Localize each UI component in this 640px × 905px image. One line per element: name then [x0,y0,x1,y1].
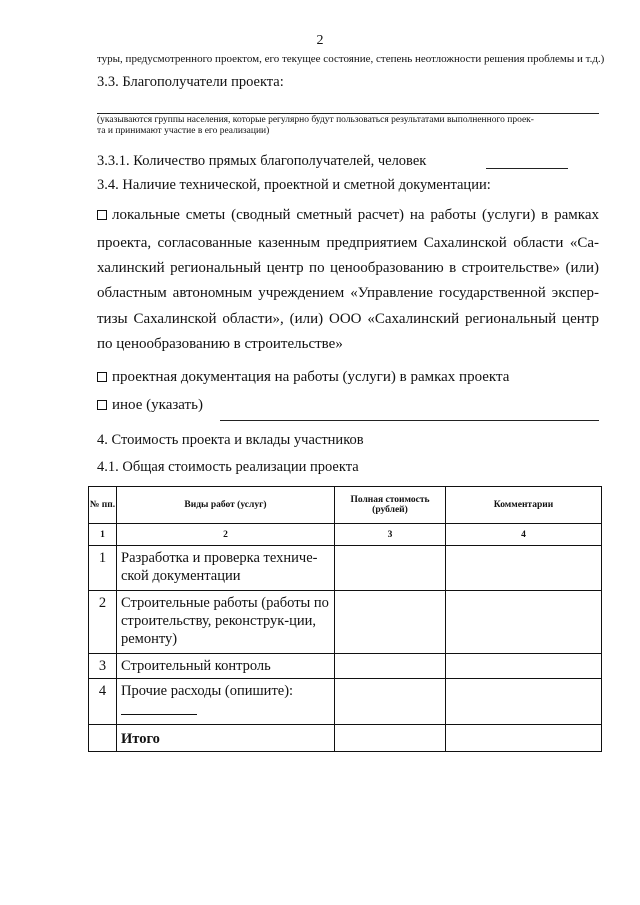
row-cost-cell[interactable] [335,546,446,591]
row-cost-cell[interactable] [335,591,446,654]
row-work: Строительный контроль [117,654,335,679]
col-index: 4 [446,524,602,546]
project-docs-label: проектная документация на работы (услуги) в рамках проекта [112,369,510,385]
header-num: № пп. [89,487,117,524]
option-project-docs [97,369,509,386]
section-4-heading: 4. Стоимость проекта и вклады участников [97,432,364,448]
option-other [97,397,203,414]
col-index: 2 [117,524,335,546]
row-num: 4 [89,679,117,725]
section-4-1-heading: 4.1. Общая стоимость реализации проекта [97,459,359,475]
row-work: Прочие расходы (опишите): [121,683,294,699]
section-3-3-1-label: 3.3.1. Количество прямых благополучателей, человек [97,153,427,169]
total-num-cell [89,725,117,752]
header-cost: Полная стоимость (рублей) [335,487,446,524]
row-cost-cell[interactable] [335,654,446,679]
intro-continuation-text: туры, предусмотренного проектом, его текущее состояние, степень неотложности решения проблемы и т.д.) [97,53,605,65]
col-index: 1 [89,524,117,546]
other-expenses-blank[interactable] [121,704,197,715]
row-comments-cell[interactable] [446,654,602,679]
other-checkbox[interactable] [97,400,107,410]
row-comments-cell[interactable] [446,591,602,654]
table-row [89,546,602,591]
total-label: Итого [117,725,335,752]
header-work: Виды работ (услуг) [117,487,335,524]
project-docs-checkbox[interactable] [97,372,107,382]
col-index: 3 [335,524,446,546]
cost-table [88,486,602,752]
estimates-line-3: халинский региональный центр по ценообразованию в строительстве» (или) [97,260,599,276]
option-estimates [97,207,599,224]
row-work: Разработка и проверка техниче-ской документации [117,546,335,591]
section-3-3-heading: 3.3. Благополучатели проекта: [97,74,284,90]
estimates-line-1: локальные сметы (сводный сметный расчет) на работы (услуги) в рамках [112,207,599,223]
estimates-checkbox[interactable] [97,210,107,220]
estimates-line-2: проекта, согласованные казенным предприятием Сахалинской области «Са- [97,235,599,251]
page-number: 2 [316,33,324,48]
beneficiaries-input-line[interactable] [97,113,599,114]
estimates-line-6: по ценообразованию в строительстве» [97,336,343,352]
table-row [89,654,602,679]
total-cost-cell[interactable] [335,725,446,752]
total-comments-cell[interactable] [446,725,602,752]
estimates-line-4: областным автономным учреждением «Управление государственной экспер- [97,285,599,301]
row-comments-cell[interactable] [446,546,602,591]
total-row [89,725,602,752]
table-row [89,679,602,725]
row-num: 1 [89,546,117,591]
beneficiaries-note-line1: (указываются группы населения, которые регулярно будут пользоваться результатами выполненного проек- [97,115,534,125]
row-comments-cell[interactable] [446,679,602,725]
beneficiaries-note-line2: та и принимают участие в его реализации) [97,126,270,136]
table-row [89,591,602,654]
section-3-4-heading: 3.4. Наличие технической, проектной и сметной документации: [97,177,491,193]
header-comments: Комментарии [446,487,602,524]
beneficiaries-count-field[interactable] [486,168,568,169]
estimates-line-5: тизы Сахалинской области», (или) ООО «Сахалинский региональный центр [97,311,599,327]
row-work: Строительные работы (работы по строительству, реконструк-ции, ремонту) [117,591,335,654]
row-cost-cell[interactable] [335,679,446,725]
table-index-row [89,524,602,546]
row-num: 2 [89,591,117,654]
other-label: иное (указать) [112,397,203,413]
other-specify-line[interactable] [220,420,599,421]
row-work-cell [117,679,335,725]
table-header-row [89,487,602,524]
row-num: 3 [89,654,117,679]
